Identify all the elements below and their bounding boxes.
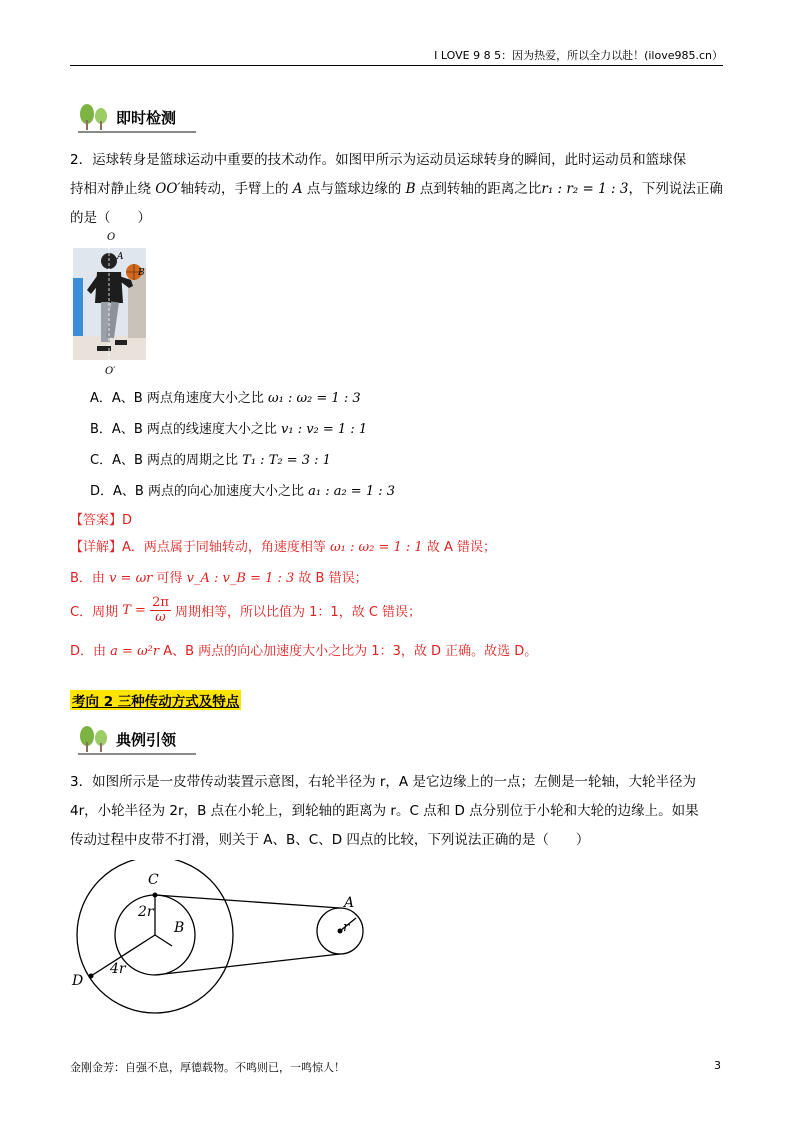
answer: 【答案】D (70, 513, 133, 528)
option-a: A．A、B 两点角速度大小之比 ω₁ : ω₂ = 1 : 3 (90, 391, 361, 406)
figure-label-b: B (138, 268, 145, 278)
point-d (89, 974, 94, 979)
tree-icon (78, 104, 110, 130)
detail-line-2: B．由 v = ωr 可得 v_A : v_B = 1 : 3 故 B 错误； (70, 571, 368, 586)
detail-line-1: 【详解】A．两点属于同轴转动，角速度相等 ω₁ : ω₂ = 1 : 1 故 A 错误； (70, 540, 496, 555)
diagram-label-d: D (72, 973, 84, 989)
question-2-text (70, 146, 725, 233)
section-heading-typical-example (78, 726, 182, 752)
figure-label-o: O (107, 232, 116, 243)
axis-label: OO′ (155, 181, 181, 197)
section-title: 典例引领 (116, 731, 177, 749)
diagram-label-b: B (174, 920, 185, 936)
question-3-text (70, 768, 725, 855)
topic-2-heading: 考向 2 三种传动方式及特点 (70, 690, 241, 710)
q2-line-2: 持相对静止绕 OO′轴转动，手臂上的 A 点与篮球边缘的 B 点到转轴的距离之比r₁ : r₂ = 1 : 3，下列说法正确 (70, 181, 723, 197)
diagram-label-a: A (344, 895, 355, 911)
section-heading-instant-check (78, 104, 182, 130)
period-fraction: $\frac{2\pi}{\omega}$ (152, 595, 169, 625)
heading-underline (78, 131, 196, 133)
option-b: B．A、B 两点的线速度大小之比 v₁ : v₂ = 1 : 1 (90, 422, 368, 437)
heading-underline (78, 753, 196, 755)
section-title: 即时检测 (116, 109, 177, 127)
diagram-label-4r: 4r (110, 961, 126, 977)
header-divider (70, 65, 723, 66)
belt-drive-diagram (60, 860, 380, 1040)
footer-motto: 金刚金芳：自强不息，厚德载物。不鸣则已，一鸣惊人！ (70, 1061, 345, 1074)
player-photo (73, 248, 146, 360)
distance-ratio: r₁ : r₂ = 1 : 3 (541, 181, 629, 197)
q3-line-2: 4r，小轮半径为 2r，B 点在小轮上，到轮轴的距离为 r。C 点和 D 点分别位于小轮和大轮的边缘上。如果 (70, 803, 699, 819)
figure-label-a: A (117, 252, 124, 262)
q2-line-3: 的是（ ） (70, 210, 151, 226)
option-c: C．A、B 两点的周期之比 T₁ : T₂ = 3 : 1 (90, 453, 331, 468)
option-d: D．A、B 两点的向心加速度大小之比 a₁ : a₂ = 1 : 3 (90, 484, 396, 499)
page-number: 3 (714, 1059, 721, 1072)
tree-icon (78, 726, 110, 752)
point-c (153, 893, 158, 898)
q3-line-3: 传动过程中皮带不打滑，则关于 A、B、C、D 四点的比较，下列说法正确的是（ ） (70, 832, 590, 848)
diagram-label-c: C (148, 872, 159, 888)
point-a (338, 929, 343, 934)
q2-line-1: 2．运球转身是篮球运动中重要的技术动作。如图甲所示为运动员运球转身的瞬间，此时运动员和篮球保 (70, 152, 687, 168)
detail-line-4: D．由 a = ω²r A、B 两点的向心加速度大小之比为 1：3，故 D 正确。故选 D。 (70, 644, 538, 659)
q3-line-1: 3．如图所示是一皮带传动装置示意图，右轮半径为 r，A 是它边缘上的一点；左侧是一轮轴，大轮半径为 (70, 774, 696, 790)
page-header: I LOVE 9 8 5：因为热爱，所以全力以赴！(ilove985.cn） (434, 49, 723, 62)
detail-line-3: C．周期 T = $\frac{2\pi}{\omega}$ 周期相等，所以比值为 1：1，故 C 错误； (70, 595, 422, 625)
diagram-label-2r: 2r (138, 904, 154, 920)
figure-label-o-prime: O′ (105, 366, 116, 377)
diagram-label-r: r (343, 920, 350, 935)
